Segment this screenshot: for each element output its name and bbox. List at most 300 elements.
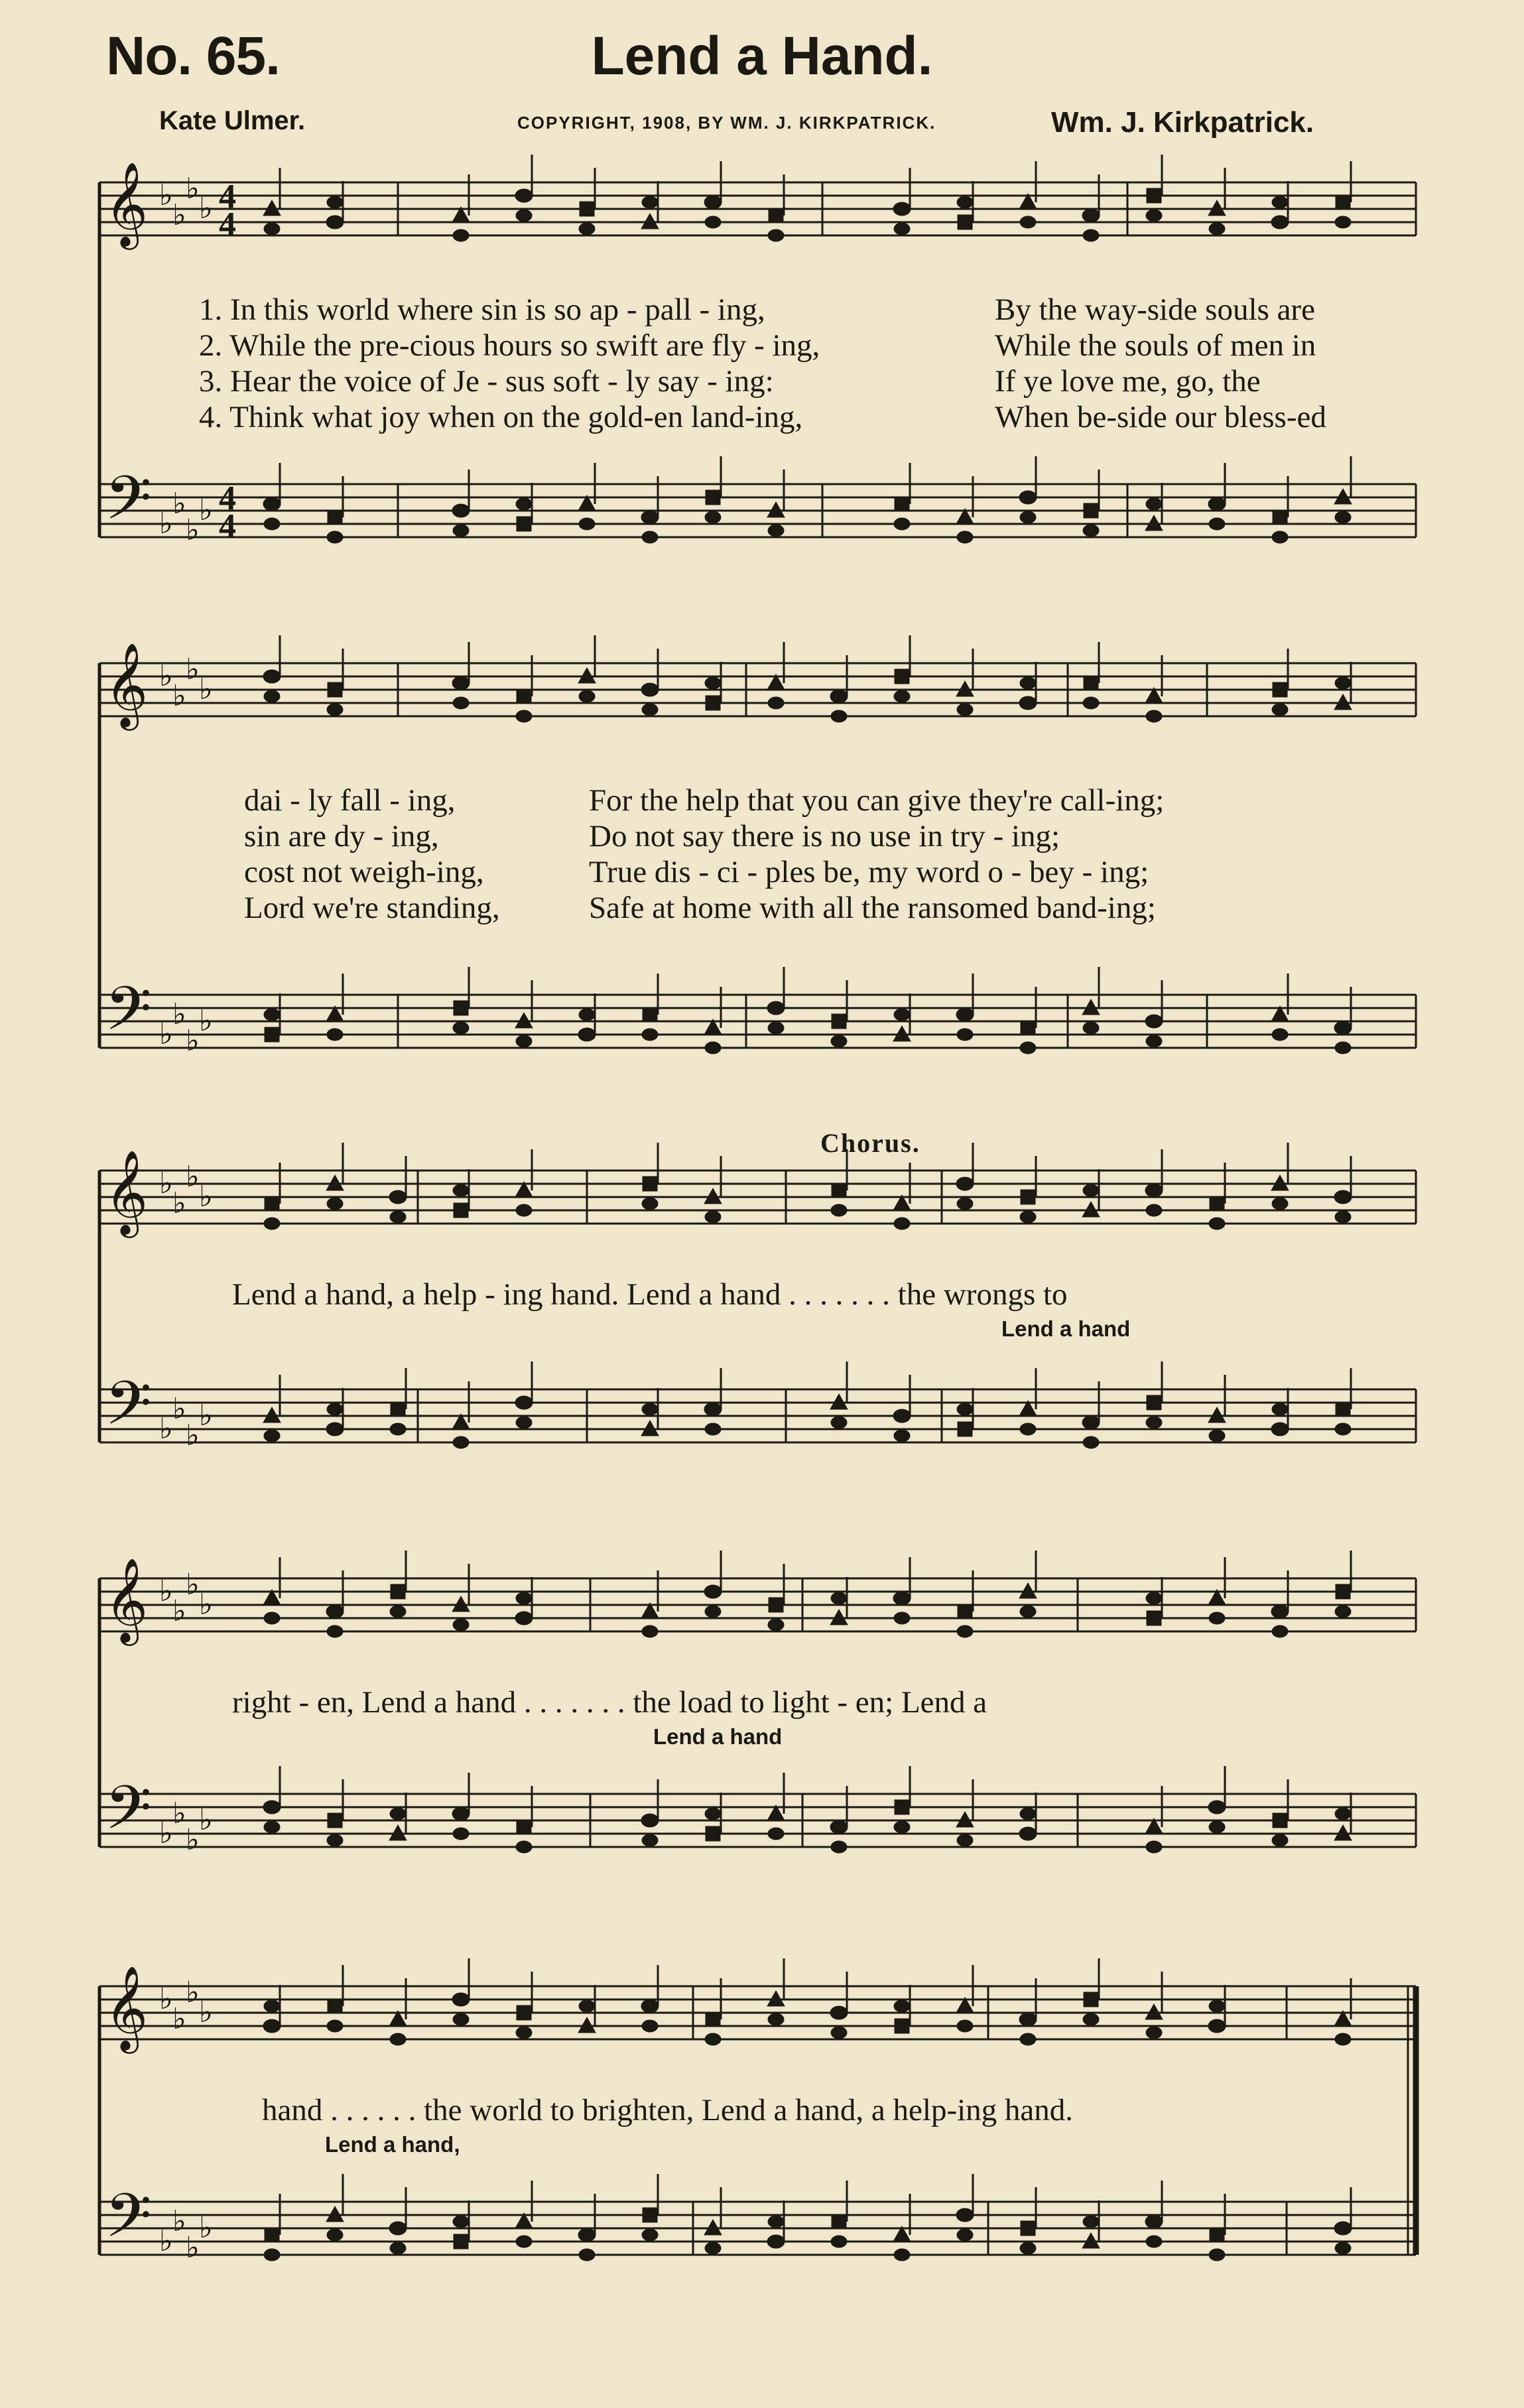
note-head [831, 1204, 847, 1216]
note-head [516, 210, 532, 222]
note-head [1272, 1834, 1288, 1846]
note-head [1209, 2000, 1225, 2012]
note-head [1146, 1417, 1162, 1428]
note-head [641, 1814, 659, 1827]
note-head [389, 1190, 407, 1204]
composer-credit: Wm. J. Kirkpatrick. [1051, 106, 1314, 139]
note-head [516, 498, 532, 510]
note-head [957, 196, 973, 208]
flat-icon: ♭ [199, 672, 213, 706]
note-head [579, 690, 595, 702]
note-head [516, 2027, 532, 2039]
note-head [1273, 1813, 1287, 1828]
note-head [327, 531, 343, 543]
note-head [1272, 196, 1288, 208]
bass-clef-icon: 𝄢 [105, 1773, 152, 1858]
note-head [957, 1625, 973, 1637]
flat-icon: ♭ [186, 653, 200, 686]
note-head [264, 1612, 280, 1624]
note-head [1146, 1204, 1162, 1216]
treble-clef-icon: 𝄞 [105, 161, 149, 246]
note-head [264, 2000, 280, 2012]
flat-icon: ♭ [172, 487, 186, 521]
note-head [515, 1612, 533, 1625]
note-head [578, 1028, 596, 1041]
note-head [263, 670, 281, 683]
note-head [1146, 498, 1162, 510]
note-head [327, 1029, 343, 1041]
note-head [264, 2249, 280, 2261]
note-head [1334, 1190, 1352, 1204]
note-head [1020, 1606, 1036, 1617]
note-head [1336, 1584, 1350, 1599]
flat-icon: ♭ [186, 1976, 200, 2009]
bass-clef-icon: 𝄢 [105, 2181, 152, 2265]
note-head [1020, 677, 1036, 689]
note-head [328, 1813, 342, 1828]
flat-icon: ♭ [199, 192, 213, 225]
note-head [1020, 1042, 1036, 1054]
note-head [390, 1606, 406, 1617]
note-head [705, 2242, 721, 2254]
note-head [1146, 2236, 1162, 2248]
note-head [706, 696, 720, 710]
note-head [769, 208, 783, 223]
note-head [768, 1619, 784, 1631]
verse-2-line-2: sin are dy - ing, [244, 819, 439, 854]
note-head [1271, 216, 1289, 229]
note-head [893, 202, 911, 216]
note-head [831, 1592, 847, 1604]
note-head [1021, 1190, 1035, 1204]
note-head [264, 223, 280, 235]
flat-icon: ♭ [172, 198, 186, 232]
note-head [894, 1821, 910, 1833]
flat-icon: ♭ [172, 997, 186, 1031]
note-head [894, 1009, 910, 1021]
note-head [832, 2214, 846, 2229]
note-head [1272, 1029, 1288, 1041]
note-head [326, 1423, 344, 1436]
note-head [642, 1029, 658, 1041]
note-head [328, 682, 342, 697]
treble-clef-icon: 𝄞 [105, 642, 149, 727]
flat-icon: ♭ [172, 1594, 186, 1628]
note-head [831, 1035, 847, 1047]
note-head [1082, 1416, 1100, 1429]
note-head [1209, 2249, 1225, 2261]
note-head [453, 1022, 469, 1034]
note-head [580, 202, 594, 216]
note-head [516, 710, 532, 722]
flat-icon: ♭ [186, 1024, 200, 1058]
note-head [642, 196, 658, 208]
bass-clef-icon: 𝄢 [105, 463, 152, 548]
note-head [452, 504, 470, 517]
note-head [1209, 518, 1225, 530]
note-head [1271, 1423, 1289, 1436]
chorus-line-2: right - en, Lend a hand . . . . . . . the load to light - en; Lend a [232, 1685, 987, 1720]
treble-clef-icon: 𝄞 [105, 1149, 149, 1234]
note-head [1335, 1423, 1351, 1435]
note-head [1147, 1395, 1161, 1410]
note-head [894, 518, 910, 530]
verse-4-line-2: Lord we're standing, [244, 891, 500, 925]
note-head [1146, 1035, 1162, 1047]
note-head [516, 1592, 532, 1604]
note-head [579, 518, 595, 530]
flat-icon: ♭ [199, 1588, 213, 1621]
bass-clef-icon: 𝄢 [105, 1368, 152, 1453]
note-head [1147, 188, 1161, 203]
note-head [1083, 229, 1099, 241]
note-head [264, 1821, 280, 1833]
note-head [957, 1198, 973, 1210]
note-head [1335, 1606, 1351, 1617]
note-head [704, 196, 722, 209]
note-head [579, 2000, 595, 2012]
note-head [516, 2236, 532, 2248]
note-head [1083, 697, 1099, 709]
note-head [1019, 1827, 1037, 1840]
flat-icon: ♭ [186, 1160, 200, 1194]
note-head [706, 490, 720, 505]
note-head [1210, 2228, 1224, 2242]
flat-icon: ♭ [159, 1167, 173, 1200]
verse-2-line-1: 2. While the pre-cious hours so swift are fly - ing, [199, 328, 820, 363]
note-head [893, 1409, 911, 1423]
note-head [579, 223, 595, 235]
flat-icon: ♭ [186, 513, 200, 547]
note-head [1082, 209, 1100, 222]
flat-icon: ♭ [159, 1574, 173, 1608]
note-head [895, 1800, 909, 1814]
flat-icon: ♭ [186, 1823, 200, 1857]
chorus-bass-cue-3: Lend a hand, [325, 2132, 460, 2157]
note-head [1083, 1184, 1099, 1196]
note-head [515, 1396, 533, 1409]
note-head [327, 1834, 343, 1846]
note-head [390, 2033, 406, 2045]
verse-1-line-1: 1. In this world where sin is so ap - pall - ing, [199, 292, 765, 327]
note-head [895, 669, 909, 684]
flat-icon: ♭ [172, 1186, 186, 1220]
note-head [642, 1403, 658, 1415]
note-head [1336, 1402, 1350, 1417]
note-head [263, 2019, 281, 2033]
note-head [894, 1612, 910, 1624]
note-head [957, 531, 973, 543]
note-head [643, 1007, 657, 1022]
verse-3-line-1: 3. Hear the voice of Je - sus soft - ly say - ing: [199, 364, 774, 399]
note-head [515, 189, 533, 202]
bass-clef-icon: 𝄢 [105, 974, 152, 1058]
note-head [1335, 1042, 1351, 1054]
note-head [894, 2000, 910, 2012]
note-head [706, 1826, 720, 1841]
time-sig-bottom: 4 [219, 507, 236, 545]
note-head [454, 2234, 468, 2249]
note-head [1020, 1211, 1036, 1223]
note-head [705, 1423, 721, 1435]
note-head [832, 1014, 846, 1029]
note-head [1084, 503, 1098, 518]
note-head [832, 1183, 846, 1198]
note-head [1146, 1841, 1162, 1853]
author-credit: Kate Ulmer. [159, 106, 306, 135]
note-head [767, 1001, 785, 1015]
note-head [705, 1042, 721, 1054]
note-head [390, 1423, 406, 1435]
flat-icon: ♭ [172, 679, 186, 713]
verse-1-line-2b: For the help that you can give they're call-ing; [589, 783, 1165, 818]
note-head [390, 1211, 406, 1223]
note-head [265, 1196, 279, 1211]
note-head [1020, 1808, 1036, 1820]
verse-3-line-1b: If ye love me, go, the [995, 364, 1261, 399]
note-head [1272, 1625, 1288, 1637]
hymn-number: No. 65. [106, 26, 280, 86]
note-head [1020, 1423, 1036, 1435]
note-head [641, 511, 659, 524]
note-head [1083, 1022, 1099, 1034]
note-head [641, 1999, 659, 2013]
note-head [1146, 1592, 1162, 1604]
note-head [516, 1204, 532, 1216]
note-head [957, 704, 973, 716]
note-head [265, 1027, 279, 1042]
note-head [705, 1211, 721, 1223]
note-head [704, 1403, 722, 1416]
note-head [957, 2020, 973, 2032]
note-head [265, 2228, 279, 2242]
note-head [453, 525, 469, 537]
note-head [264, 518, 280, 530]
time-sig-top: 4 [219, 479, 236, 517]
note-head [327, 196, 343, 208]
note-head [578, 2228, 596, 2242]
note-head [1083, 2013, 1099, 2025]
flat-icon: ♭ [172, 1392, 186, 1426]
note-head [1146, 2027, 1162, 2039]
flat-icon: ♭ [159, 1982, 173, 2016]
note-head [1209, 223, 1225, 235]
note-head [453, 1828, 469, 1840]
note-head [1083, 1436, 1099, 1448]
note-head [768, 2216, 784, 2228]
note-head [705, 216, 721, 228]
flat-icon: ♭ [159, 659, 173, 693]
note-head [895, 2019, 909, 2033]
note-head [642, 1198, 658, 1210]
note-head [326, 1605, 344, 1618]
flat-icon: ♭ [159, 178, 173, 212]
note-head [1209, 1430, 1225, 1442]
note-head [1334, 1021, 1352, 1035]
note-head [264, 1009, 280, 1021]
note-head [1084, 1992, 1098, 2007]
note-head [327, 1625, 343, 1637]
note-head [642, 1625, 658, 1637]
verse-2-line-2b: Do not say there is no use in try - ing; [589, 819, 1060, 854]
treble-clef-icon: 𝄞 [105, 1557, 149, 1642]
note-head [454, 1203, 468, 1218]
note-head [1083, 2216, 1099, 2228]
note-head [1273, 510, 1287, 525]
note-head [1020, 511, 1036, 523]
note-head [264, 690, 280, 702]
note-head [705, 2033, 721, 2045]
note-head [1335, 2242, 1351, 2254]
note-head [830, 2006, 848, 2019]
note-head [894, 1218, 910, 1230]
note-head [642, 531, 658, 543]
note-head [643, 2208, 657, 2222]
note-head [705, 677, 721, 689]
flat-icon: ♭ [186, 1419, 200, 1452]
note-head [957, 1029, 973, 1041]
note-head [768, 525, 784, 537]
note-head [517, 517, 531, 531]
note-head [328, 510, 342, 525]
note-head [1209, 1821, 1225, 1833]
note-head [1335, 1211, 1351, 1223]
flat-icon: ♭ [199, 1004, 213, 1038]
note-head [958, 215, 972, 229]
note-head [390, 1808, 406, 1820]
note-head [1145, 2215, 1163, 2228]
flat-icon: ♭ [199, 1180, 213, 1214]
note-head [831, 710, 847, 722]
chorus-line-1: Lend a hand, a help - ing hand. Lend a hand . . . . . . . the wrongs to [232, 1277, 1068, 1312]
note-head [1208, 1801, 1226, 1814]
note-head [453, 2013, 469, 2025]
treble-clef-icon: 𝄞 [105, 1965, 149, 2050]
note-head [452, 1993, 470, 2006]
note-head [1208, 497, 1226, 511]
note-head [452, 1807, 470, 1820]
note-head [1145, 1015, 1163, 1028]
flat-icon: ♭ [159, 1017, 173, 1051]
note-head [516, 1841, 532, 1853]
note-head [326, 216, 344, 229]
note-head [1335, 677, 1351, 689]
note-head [264, 1430, 280, 1442]
note-head [643, 1176, 657, 1191]
note-head [579, 1009, 595, 1021]
note-head [893, 1592, 911, 1605]
note-head [1145, 1184, 1163, 1197]
note-head [706, 2012, 720, 2027]
note-head [1336, 195, 1350, 210]
flat-icon: ♭ [186, 1568, 200, 1602]
note-head [516, 1035, 532, 1047]
note-head [1084, 676, 1098, 690]
note-head [894, 690, 910, 702]
note-head [391, 1402, 405, 1417]
note-head [642, 1834, 658, 1846]
note-head [1146, 710, 1162, 722]
note-head [642, 704, 658, 716]
note-head [453, 229, 469, 241]
note-head [704, 1585, 722, 1598]
note-head [1083, 525, 1099, 537]
note-head [1019, 696, 1037, 710]
flat-icon: ♭ [172, 2002, 186, 2036]
note-head [1335, 1808, 1351, 1820]
copyright-notice: COPYRIGHT, 1908, BY WM. J. KIRKPATRICK. [517, 113, 936, 133]
note-head [391, 1584, 405, 1599]
note-head [705, 511, 721, 523]
note-head [327, 2020, 343, 2032]
note-head [1019, 2013, 1037, 2026]
note-head [957, 2229, 973, 2241]
note-head [1020, 2242, 1036, 2254]
note-head [1208, 2019, 1226, 2033]
note-head [1271, 1605, 1289, 1618]
note-head [957, 1403, 973, 1415]
note-head [1021, 1021, 1035, 1035]
note-head [1335, 216, 1351, 228]
note-head [894, 1430, 910, 1442]
note-head [705, 1808, 721, 1820]
chorus-line-3: hand . . . . . . the world to brighten, Lend a hand, a help-ing hand. [262, 2093, 1074, 2127]
flat-icon: ♭ [199, 1996, 213, 2029]
verse-4-line-1: 4. Think what joy when on the gold-en land-ing, [199, 400, 803, 434]
note-head [453, 1619, 469, 1631]
note-head [453, 2216, 469, 2228]
note-head [1209, 1218, 1225, 1230]
verse-4-line-1b: When be-side our bless-ed [995, 400, 1326, 434]
verse-3-line-2: cost not weigh-ing, [244, 855, 484, 889]
flat-icon: ♭ [199, 1803, 213, 1837]
note-head [1272, 1403, 1288, 1415]
note-head [956, 2208, 974, 2222]
note-head [517, 2005, 531, 2020]
note-head [1019, 491, 1037, 504]
note-head [767, 2235, 785, 2248]
note-head [517, 1820, 531, 1834]
hymn-title: Lend a Hand. [591, 26, 933, 86]
note-head [328, 1999, 342, 2013]
note-head [327, 1198, 343, 1210]
note-head [517, 689, 531, 704]
note-head [831, 2236, 847, 2248]
note-head [1210, 1196, 1224, 1211]
flat-icon: ♭ [159, 1412, 173, 1446]
chorus-bass-cue-2: Lend a hand [653, 1724, 783, 1749]
note-head [830, 1820, 848, 1834]
chorus-bass-cue-1: Lend a hand [1001, 1316, 1131, 1341]
note-head [454, 1001, 468, 1015]
note-head [453, 1184, 469, 1196]
note-head [1273, 682, 1287, 697]
time-sig-top: 4 [219, 178, 236, 216]
note-head [1147, 1611, 1161, 1625]
time-sig-bottom: 4 [219, 206, 236, 243]
flat-icon: ♭ [199, 1399, 213, 1432]
note-head [264, 1218, 280, 1230]
note-head [894, 2249, 910, 2261]
note-head [705, 1606, 721, 1617]
note-head [327, 1403, 343, 1415]
note-head [956, 1177, 974, 1190]
note-head [831, 1417, 847, 1428]
note-head [453, 697, 469, 709]
note-head [958, 1604, 972, 1619]
flat-icon: ♭ [172, 1797, 186, 1830]
note-head [957, 1834, 973, 1846]
